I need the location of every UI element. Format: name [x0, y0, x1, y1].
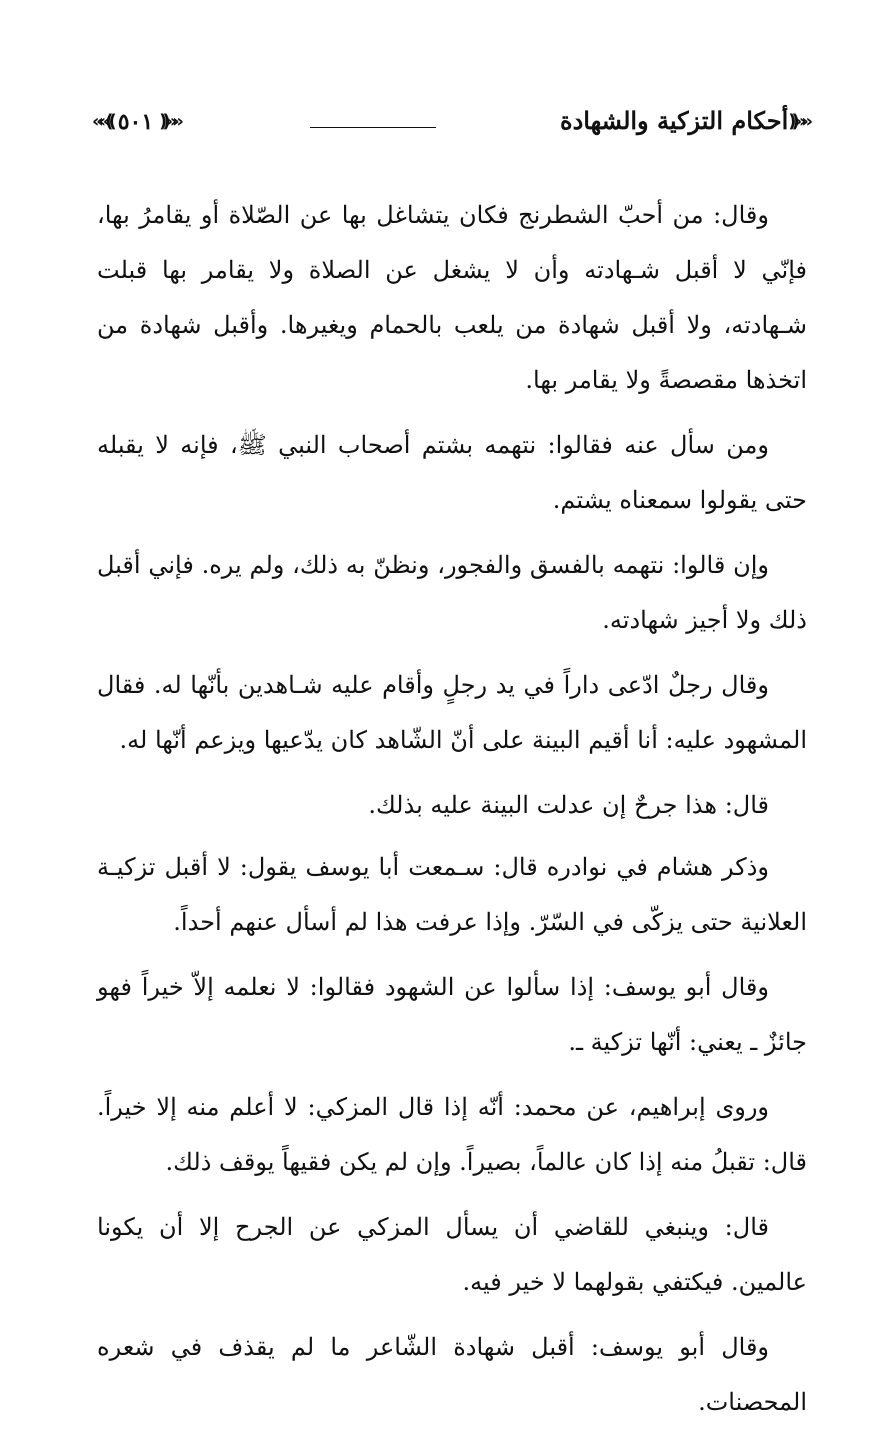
page-number: ٥٠١: [117, 109, 154, 135]
paragraph-10: وقال أبو يوسف: أقبل شهادة الشّاعر ما لم يقذف في شعره المحصنات.: [97, 1333, 807, 1416]
ornament-right: ))»»: [159, 111, 179, 132]
running-header: [92, 100, 808, 140]
chapter-title-block: [560, 106, 808, 135]
header-rule: [310, 127, 436, 128]
page-body: [97, 188, 807, 1440]
paragraph-2: ومن سأل عنه فقالوا: نتهمه بشتم أصحاب النبي ﷺ، فإنه لا يقبله حتى يقولوا سمعناه يشتم.: [97, 431, 807, 514]
paragraph-4: وقال رجلٌ ادّعى داراً في يد رجلٍ وأقام عليه شـاهدين بأنّها له. فقال المشهود عليه: أنا أقيم البينة على أنّ الشّاهد كان يدّعيها ويزعم أنّها له.: [97, 671, 807, 754]
paragraph-6: وذكر هشام في نوادره قال: سـمعت أبا يوسف يقول: لا أقبل تزكيـة العلانية حتى يزكّى في السّرّ. وإذا عرفت هذا لم أسأل عنهم أحداً.: [97, 853, 807, 936]
paragraph-3: وإن قالوا: نتهمه بالفسق والفجور، ونظنّ به ذلك، ولم يره. فإني أقبل ذلك ولا أجيز شهادته.: [97, 551, 807, 634]
ornament-left: ««((: [92, 111, 112, 132]
page-number-block: [92, 106, 179, 135]
paragraph-9: قال: وينبغي للقاضي أن يسأل المزكي عن الجرح إلا أن يكونا عالمين. فيكتفي بقولهما لا خير فيه.: [97, 1213, 807, 1296]
paragraph-8: وروى إبراهيم، عن محمد: أنّه إذا قال المزكي: لا أعلم منه إلا خيراً. قال: تقبلُ منه إذا كان عالماً، بصيراً. وإن لم يكن فقيهاً يوقف ذلك.: [97, 1093, 807, 1176]
paragraph-1: وقال: من أحبّ الشطرنج فكان يتشاغل بها عن الصّلاة أو يقامرُ بها، فإنّي لا أقبل شـهادته وأن لا يشغل عن الصلاة ولا يقامر بها قبلت شـهادته، ولا أقبل شهادة من يلعب بالحمام ويغيرها. وأقبل شهادة من اتخذها مقصصةً ولا يقامر بها.: [97, 201, 807, 394]
title-ornament: ))»»: [788, 111, 808, 132]
chapter-title: أحكام التزكية والشهادة: [560, 106, 789, 135]
paragraph-7: وقال أبو يوسف: إذا سألوا عن الشهود فقالوا: لا نعلمه إلاّ خيراً فهو جائزٌ ـ يعني: أنّها تزكية ـ.: [97, 973, 807, 1056]
paragraph-5: قال: هذا جرحٌ إن عدلت البينة عليه بذلك.: [368, 791, 769, 819]
